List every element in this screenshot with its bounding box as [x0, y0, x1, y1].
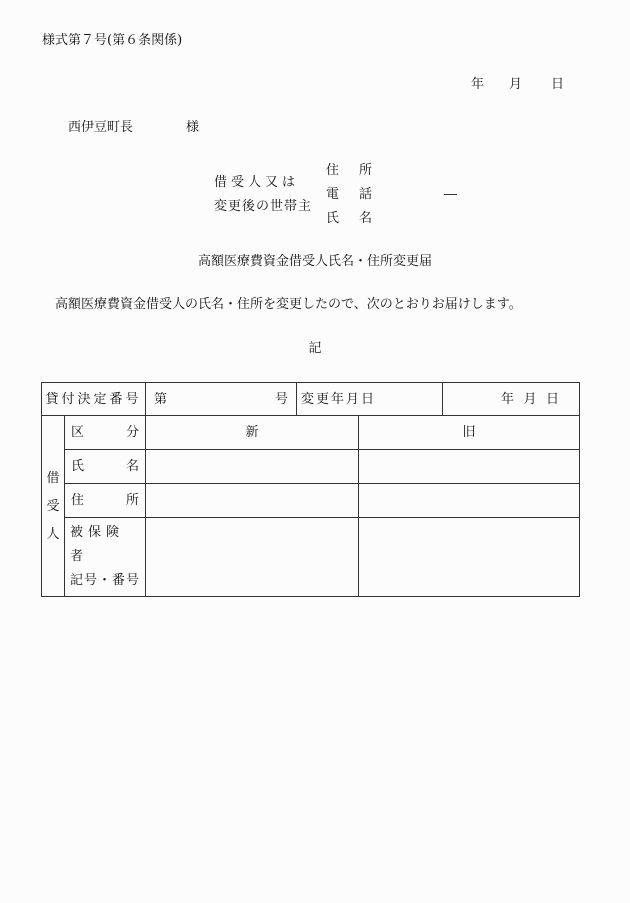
change-date-field[interactable]: [443, 383, 580, 416]
old-address-field[interactable]: [359, 484, 580, 518]
change-date-label: 変更年月日: [297, 383, 443, 416]
loan-number-go: 号: [275, 391, 289, 407]
insured-line2: 記号・番号: [70, 573, 141, 588]
date-year-label: 年: [471, 77, 485, 92]
phone-separator: ―: [444, 187, 457, 202]
insured-number-label: [65, 518, 146, 597]
document-title: 高額医療費資金借受人氏名・住所変更届: [197, 254, 432, 269]
change-form-table: [41, 382, 580, 597]
applicant-role-line1: 借受人又は: [214, 175, 300, 190]
old-insured-number-field[interactable]: [359, 518, 580, 597]
borrower-address-label: [65, 484, 146, 518]
old-column-header: 旧: [359, 416, 580, 450]
kubun-char: 分: [126, 425, 140, 440]
new-column-header: 新: [146, 416, 359, 450]
borrower-name-label: [65, 450, 146, 484]
old-name-field[interactable]: [359, 450, 580, 484]
borrower-label: [42, 416, 65, 597]
change-date-day: 日: [546, 391, 560, 407]
borrower-char: 受: [46, 498, 60, 514]
applicant-phone-label: 電話: [326, 187, 393, 202]
ki-heading: 記: [308, 341, 322, 356]
new-name-field[interactable]: [146, 450, 359, 484]
addressee: 西伊豆町長: [68, 120, 134, 135]
kubun-label: [65, 416, 146, 450]
new-insured-number-field[interactable]: [146, 518, 359, 597]
addressee-honorific: 様: [186, 120, 200, 135]
date-day-label: 日: [551, 77, 565, 92]
borrower-char: 借: [46, 470, 60, 486]
name-char: 氏: [71, 459, 85, 474]
loan-number-field[interactable]: [146, 383, 297, 416]
applicant-name-label: 氏名: [326, 211, 393, 226]
kubun-char: 区: [71, 425, 85, 440]
address-char: 所: [126, 493, 140, 508]
name-char: 名: [126, 459, 140, 474]
change-date-month: 月: [523, 391, 537, 407]
loan-number-label: 貸付決定番号: [42, 383, 146, 416]
insured-line1: 被保険者: [70, 525, 125, 564]
new-address-field[interactable]: [146, 484, 359, 518]
document-body: 高額医療費資金借受人の氏名・住所を変更したので、次のとおりお届けします。: [55, 297, 522, 312]
address-char: 住: [71, 493, 85, 508]
change-date-year: 年: [501, 391, 515, 407]
borrower-char: 人: [46, 526, 60, 542]
date-month-label: 月: [509, 77, 523, 92]
form-number: 様式第７号(第６条関係): [42, 33, 183, 48]
applicant-address-label: 住所: [326, 163, 393, 178]
applicant-role-line2: 変更後の世帯主: [214, 199, 313, 214]
loan-number-dai: 第: [154, 391, 168, 407]
